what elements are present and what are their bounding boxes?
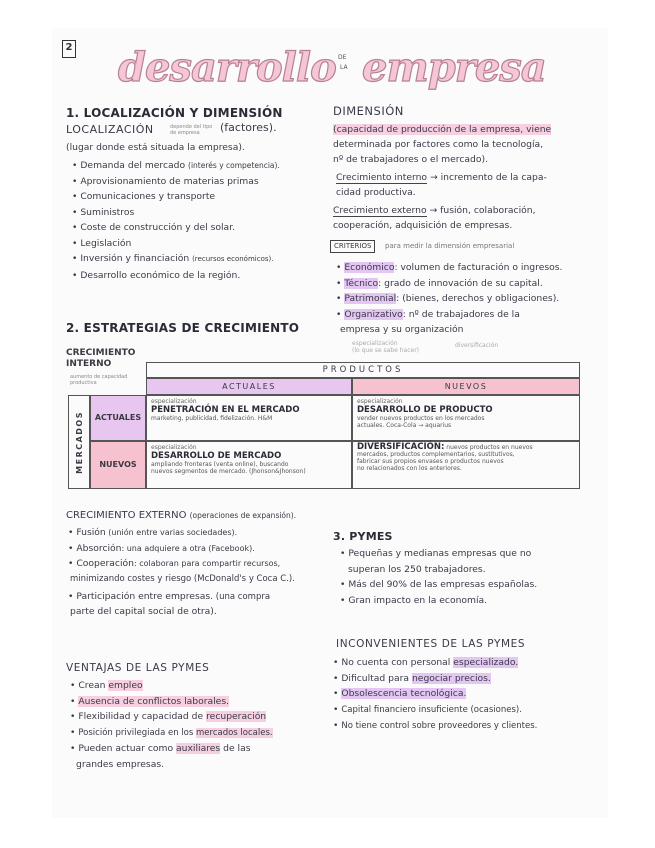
nuevos-col-header: NUEVOS <box>352 378 580 395</box>
list-item: • Demanda del mercado (interés y competencia). <box>72 158 280 174</box>
crecimiento-externo-title: CRECIMIENTO EXTERNO (operaciones de expansión). <box>66 510 297 521</box>
list-item: • Inversión y financiación (recursos económicos). <box>72 251 280 268</box>
crecimiento-interno-line: Crecimiento interno → incremento de la capa- <box>336 172 547 183</box>
list-item: • Legislación <box>72 236 280 252</box>
dimension-line1: (capacidad de producción de la empresa, viene <box>333 124 552 135</box>
list-item: • Económico: volumen de facturación o ingresos. <box>336 260 562 276</box>
list-item: • Patrimonial: (bienes, derechos y obligaciones). <box>336 291 562 307</box>
list-item: • Dificultad para negociar precios. <box>333 671 537 687</box>
list-item: • Capital financiero insuficiente (ocasiones). <box>333 702 537 719</box>
list-item: • Gran impacto en la economía. <box>340 593 537 609</box>
faint-diversificacion: diversificación <box>455 342 499 349</box>
strategy-matrix <box>68 360 580 494</box>
list-item: • Flexibilidad y capacidad de recuperación <box>70 709 273 725</box>
section2-heading: 2. ESTRATEGIAS DE CRECIMIENTO <box>66 321 300 335</box>
list-item: • Fusión (unión entre varias sociedades). <box>68 525 280 541</box>
pymes-list <box>340 546 537 608</box>
crecimiento-externo-line2: cooperación, adquisición de empresas. <box>333 220 513 231</box>
list-item: • Técnico: grado de innovación de su capital. <box>336 276 562 292</box>
localizacion-desc: (lugar donde está situada la empresa). <box>66 142 245 153</box>
ventajas-list <box>70 678 273 757</box>
list-item: • Ausencia de conflictos laborales. <box>70 694 273 710</box>
dimension-title: DIMENSIÓN <box>333 104 404 118</box>
list-item: • No tiene control sobre proveedores y clientes. <box>333 718 537 735</box>
list-item: • Suministros <box>72 205 280 221</box>
actuales-col-header: ACTUALES <box>146 378 352 395</box>
list-item: • Más del 90% de las empresas españolas. <box>340 577 537 593</box>
criterios-note: para medir la dimensión empresarial <box>385 242 515 250</box>
section1-heading: 1. LOCALIZACIÓN Y DIMENSIÓN <box>66 106 283 120</box>
list-item: • Pueden actuar como auxiliares de las <box>70 741 273 757</box>
list-item: • Comunicaciones y transporte <box>72 189 280 205</box>
crecimiento-interno-line2: cidad productiva. <box>336 187 416 198</box>
list-item: • Cooperación: colaboran para compartir recursos, <box>68 556 280 572</box>
title-de: DE <box>338 54 347 61</box>
localizacion-list <box>72 158 280 283</box>
participacion-line: • Participación entre empresas. (una compra <box>68 589 270 606</box>
productos-header: PRODUCTOS <box>146 362 580 378</box>
list-item: • Coste de construcción y del solar. <box>72 220 280 236</box>
criterios-last: empresa y su organización <box>340 324 464 335</box>
diversificacion-cell: DIVERSIFICACIÓN: nuevos productos en nuevos mercados, productos complementarios, sustitutivos, fabricar sus propios envases o productos nuevos no relacionados con los anteriores. <box>352 441 580 489</box>
list-item: • No cuenta con personal especializado. <box>333 655 537 671</box>
mercados-row-header: MERCADOS <box>68 395 90 489</box>
desarrollo-producto-cell: especialización DESARROLLO DE PRODUCTO vender nuevos productos en los mercados actuales. Coca-Cola → aquarius <box>352 395 580 441</box>
list-item: • Organizativo: nº de trabajadores de la <box>336 307 562 323</box>
actuales-row-header: ACTUALES <box>90 395 146 441</box>
title-desarrollo: desarrollo <box>118 44 336 91</box>
dimension-line3: nº de trabajadores o el mercado). <box>333 154 489 165</box>
ventajas-last: grandes empresas. <box>76 759 165 770</box>
nuevos-row-header: NUEVOS <box>90 441 146 489</box>
crecimiento-externo-line: Crecimiento externo → fusión, colaboración, <box>333 205 536 216</box>
crecimiento-externo-list <box>68 525 280 572</box>
dimension-line2: determinada por factores como la tecnología, <box>333 139 544 150</box>
penetracion-cell: especialización PENETRACIÓN EN EL MERCADO marketing, publicidad, fidelización. H&M <box>146 395 352 441</box>
list-item: • Obsolescencia tecnológica. <box>333 686 537 702</box>
title-empresa: empresa <box>362 44 546 91</box>
list-item: • Crean empleo <box>70 678 273 694</box>
inconvenientes-list <box>333 655 537 735</box>
section3-heading: 3. PYMES <box>333 530 393 543</box>
criterios-list <box>336 260 562 322</box>
list-item: • Posición privilegiada en los mercados locales. <box>70 725 273 742</box>
list-item: • Desarrollo económico de la región. <box>72 268 280 284</box>
page-number-badge: 2 <box>62 40 76 58</box>
title-la: LA <box>340 64 348 71</box>
criterios-box: CRITERIOS <box>330 240 375 253</box>
cooperacion-line2: minimizando costes y riesgo (McDonald's y Coca C.). <box>70 574 295 584</box>
list-item: • Absorción: una adquiere a otra (Facebook). <box>68 541 280 557</box>
inconvenientes-title: INCONVENIENTES DE LAS PYMES <box>336 638 526 650</box>
desarrollo-mercado-cell: especialización DESARROLLO DE MERCADO ampliando fronteras (venta online), buscando nuevos segmentos de mercado. (Jhonson&Jhonson) <box>146 441 352 489</box>
crecimiento-interno-note: aumento de capacidad productiva <box>70 374 128 386</box>
localizacion-factores: (factores). <box>220 121 277 134</box>
localizacion-note: depende del tipo de empresa <box>170 124 213 136</box>
list-item: • Pequeñas y medianas empresas que no <box>340 546 537 562</box>
participacion-line2: parte del capital social de otra). <box>70 606 217 617</box>
faint-especializacion: especialización <box>352 340 398 347</box>
list-item: • Aprovisionamiento de materias primas <box>72 174 280 190</box>
list-item: superan los 250 trabajadores. <box>348 563 486 575</box>
crecimiento-interno-title: CRECIMIENTO INTERNO <box>66 348 136 369</box>
localizacion-title: LOCALIZACIÓN <box>66 123 154 136</box>
faint-note: (lo que se sabe hacer) <box>352 347 420 354</box>
ventajas-title: VENTAJAS DE LAS PYMES <box>66 662 210 674</box>
